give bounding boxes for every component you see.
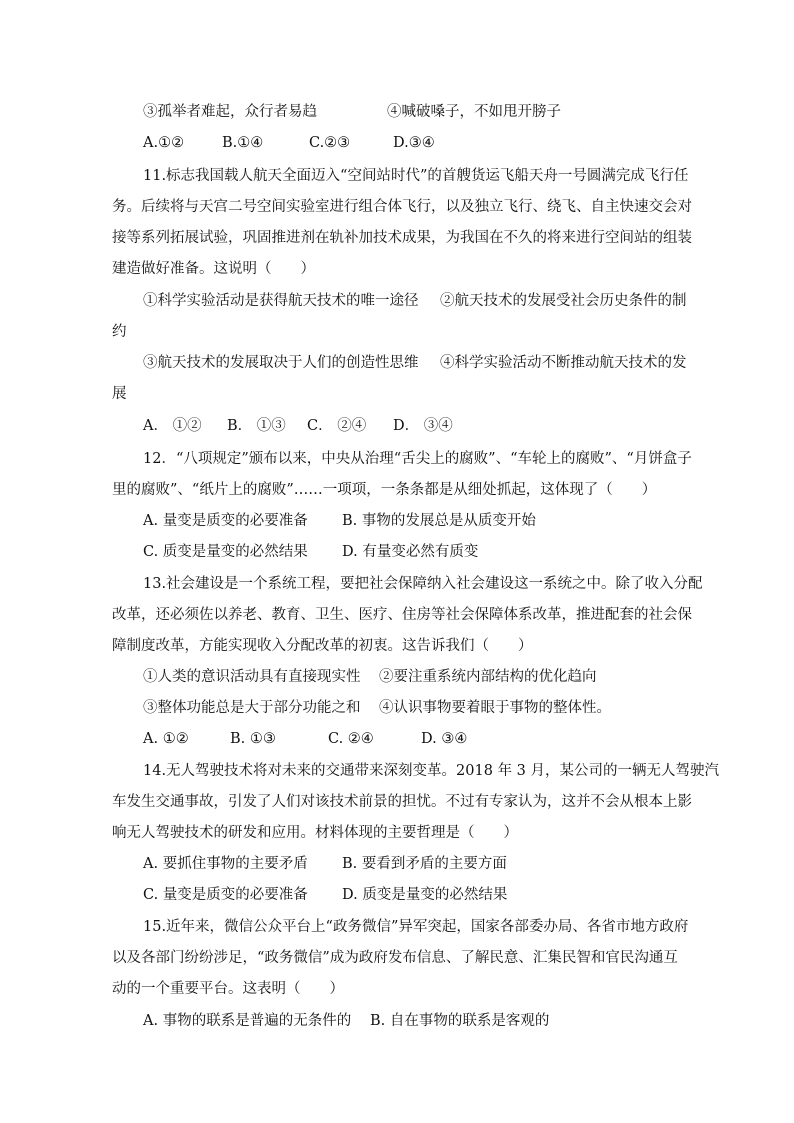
q13-option-d: D. ③④ xyxy=(421,731,468,747)
q12-stem-line-2: 里的腐败”、“纸片上的腐败”……一项项，一条条都是从细处抓起，这体现了（ ） xyxy=(112,482,657,498)
q12-option-c: C. 质变是量变的必然结果 xyxy=(143,544,308,560)
q13-option-c: C. ②④ xyxy=(328,731,374,747)
q11-item-2-cont: 约 xyxy=(112,324,127,340)
q15-stem-line-1: 15.近年来，微信公众平台上“政务微信”异军突起，国家各部委办局、各省市地方政府 xyxy=(143,919,689,935)
q12-option-d: D. 有量变必然有质变 xyxy=(342,544,479,560)
q13-item-1: ①人类的意识活动具有直接现实性 xyxy=(143,669,361,685)
q11-item-1: ①科学实验活动是获得航天技术的唯一途径 xyxy=(143,293,419,309)
q13-item-2: ②要注重系统内部结构的优化趋向 xyxy=(379,669,597,685)
q11-stem-line-4: 建造做好准备。这说明（ ） xyxy=(112,261,315,277)
q14-stem-line-2: 车发生交通事故，引发了人们对该技术前景的担忧。不过有专家认为，这并不会从根本上影 xyxy=(112,794,692,810)
q15-stem-line-3: 动的一个重要平台。这表明（ ） xyxy=(112,981,344,997)
q11-option-d: D． ③④ xyxy=(393,418,453,434)
q13-stem-line-1: 13.社会建设是一个系统工程，要把社会保障纳入社会建设这一系统之中。除了收入分配 xyxy=(143,576,703,592)
q11-option-c: C． ②④ xyxy=(307,418,367,434)
q12-stem-line-1: 12．“八项规定”颁布以来，中央从治理“舌尖上的腐败”、“车轮上的腐败”、“月饼盒子 xyxy=(143,451,692,467)
q15-stem-line-2: 以及各部门纷纷涉足，“政务微信”成为政府发布信息、了解民意、汇集民智和官民沟通互 xyxy=(112,950,678,966)
q11-stem-line-2: 务。后续将与天宫二号空间实验室进行组合体飞行，以及独立飞行、绕飞、自主快速交会对 xyxy=(112,199,692,215)
q14-option-a: A. 要抓住事物的主要矛盾 xyxy=(143,856,308,872)
q10-option-b: B.①④ xyxy=(222,135,264,151)
q14-option-b: B. 要看到矛盾的主要方面 xyxy=(342,856,507,872)
q12-option-a: A. 量变是质变的必要准备 xyxy=(143,513,308,529)
q13-item-4: ④认识事物要着眼于事物的整体性。 xyxy=(379,700,611,716)
q13-option-a: A. ①② xyxy=(143,731,189,747)
q11-option-a: A． ①② xyxy=(143,418,202,434)
q15-option-b: B. 自在事物的联系是客观的 xyxy=(370,1013,550,1029)
q14-stem-line-3: 响无人驾驶技术的研发和应用。材料体现的主要哲理是（ ） xyxy=(112,825,518,841)
q10-option-c: C.②③ xyxy=(309,135,351,151)
q11-item-4: ④科学实验活动不断推动航天技术的发 xyxy=(440,355,687,371)
q11-stem-line-3: 接等系列拓展试验，巩固推进剂在轨补加技术成果，为我国在不久的将来进行空间站的组装 xyxy=(112,230,692,246)
q15-option-a: A. 事物的联系是普遍的无条件的 xyxy=(143,1013,352,1029)
q11-option-b: B． ①③ xyxy=(227,418,286,434)
q10-item-4: ④喊破嗓子，不如甩开膀子 xyxy=(387,104,561,120)
q13-option-b: B. ①③ xyxy=(230,731,276,747)
q14-option-d: D. 质变是量变的必然结果 xyxy=(342,887,508,903)
q13-item-3: ③整体功能总是大于部分功能之和 xyxy=(143,700,361,716)
q10-option-a: A.①② xyxy=(143,135,185,151)
q11-item-4-cont: 展 xyxy=(112,386,127,402)
q11-stem-line-1: 11.标志我国载人航天全面迈入“空间站时代”的首艘货运飞船天舟一号圆满完成飞行任 xyxy=(143,168,689,184)
q14-stem-line-1: 14.无人驾驶技术将对未来的交通带来深刻变革。2018 年 3 月，某公司的一辆无人驾驶汽 xyxy=(143,763,720,779)
q12-option-b: B. 事物的发展总是从质变开始 xyxy=(342,513,536,529)
q11-item-3: ③航天技术的发展取决于人们的创造性思维 xyxy=(143,355,419,371)
q10-item-3: ③孤举者难起，众行者易趋 xyxy=(143,104,317,120)
q11-item-2: ②航天技术的发展受社会历史条件的制 xyxy=(440,293,687,309)
q10-option-d: D.③④ xyxy=(393,135,435,151)
q13-stem-line-3: 障制度改革，方能实现收入分配改革的初衷。这告诉我们（ ） xyxy=(112,638,533,654)
q14-option-c: C. 量变是质变的必要准备 xyxy=(143,887,308,903)
q13-stem-line-2: 改革，还必须佐以养老、教育、卫生、医疗、住房等社会保障体系改革，推进配套的社会保 xyxy=(112,607,692,623)
